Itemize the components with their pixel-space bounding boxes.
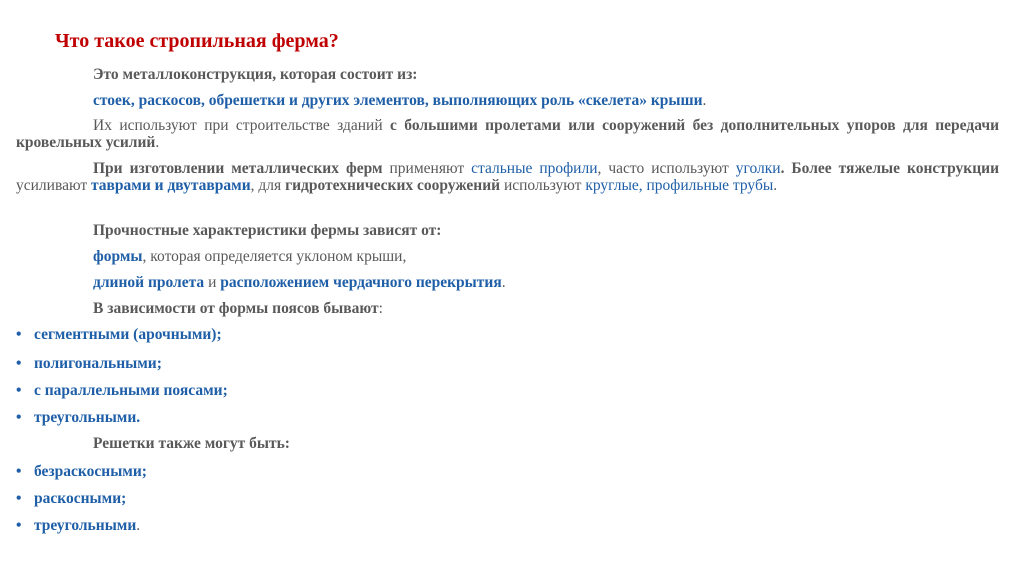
strength-heading: Прочностные характеристики фермы зависят от:: [93, 222, 442, 239]
materials-m: .: [773, 177, 778, 194]
slide-title: Что такое стропильная ферма?: [55, 30, 339, 52]
span-line: [16, 274, 999, 291]
form-line: [16, 248, 999, 265]
span-b: и: [204, 274, 221, 291]
bullet-icon: •: [16, 409, 22, 426]
list-item: • безраскосными;: [16, 463, 147, 480]
bullet-icon: •: [16, 326, 22, 343]
bullet-icon: •: [16, 355, 22, 372]
list-item: • треугольными.: [16, 409, 141, 426]
bullet-icon: •: [16, 463, 22, 480]
list-item: • сегментными (арочными);: [16, 326, 222, 343]
components-end: .: [702, 92, 707, 109]
form-b: , которая определяется уклоном крыши,: [142, 248, 407, 265]
belts-a: В зависимости от формы поясов бывают: [93, 300, 379, 317]
span-c: расположением чердачного перекрытия: [220, 274, 502, 291]
bullet-icon: •: [16, 382, 22, 399]
materials-paragraph: [16, 160, 999, 194]
intro-line: Это металлоконструкция, которая состоит из:: [93, 66, 418, 83]
span-a: длиной пролета: [93, 274, 205, 291]
materials-a: При изготовлении металлических ферм: [93, 160, 383, 177]
usage-a: Их используют при строительстве зданий: [93, 117, 391, 134]
list-item: • раскосными;: [16, 490, 127, 507]
bullet-icon: •: [16, 490, 22, 507]
list-item: • треугольными.: [16, 517, 141, 534]
form-a: формы: [93, 248, 143, 265]
bullet-icon: •: [16, 517, 22, 534]
components-text: стоек, раскосов, обрешетки и других элементов, выполняющих роль «скелета» крыши: [93, 92, 703, 109]
materials-b: применяют: [382, 160, 472, 177]
materials-h: таврами и двутаврами: [90, 177, 251, 194]
materials-d: , часто используют: [597, 160, 736, 177]
materials-c: стальные профили: [471, 160, 598, 177]
usage-paragraph: [16, 117, 999, 151]
materials-f: . Более тяжелые конструкции: [780, 160, 1000, 177]
list-item: • полигональными;: [16, 355, 162, 372]
usage-c: .: [155, 134, 160, 151]
lattice-heading: Решетки также могут быть:: [93, 435, 290, 452]
belts-b: :: [378, 300, 383, 317]
materials-e: уголки: [735, 160, 781, 177]
span-d: .: [501, 274, 506, 291]
materials-j: гидротехнических сооружений: [285, 177, 501, 194]
materials-g: усиливают: [16, 177, 91, 194]
components-line: [16, 92, 999, 109]
materials-k: используют: [500, 177, 586, 194]
materials-l: круглые, профильные трубы: [585, 177, 774, 194]
list-item: • с параллельными поясами;: [16, 382, 228, 399]
materials-i: , для: [250, 177, 286, 194]
belts-heading: [16, 300, 999, 317]
usage-b: с большими пролетами или сооружений без дополнительных упоров для передачи кровельных усилий: [16, 117, 999, 151]
